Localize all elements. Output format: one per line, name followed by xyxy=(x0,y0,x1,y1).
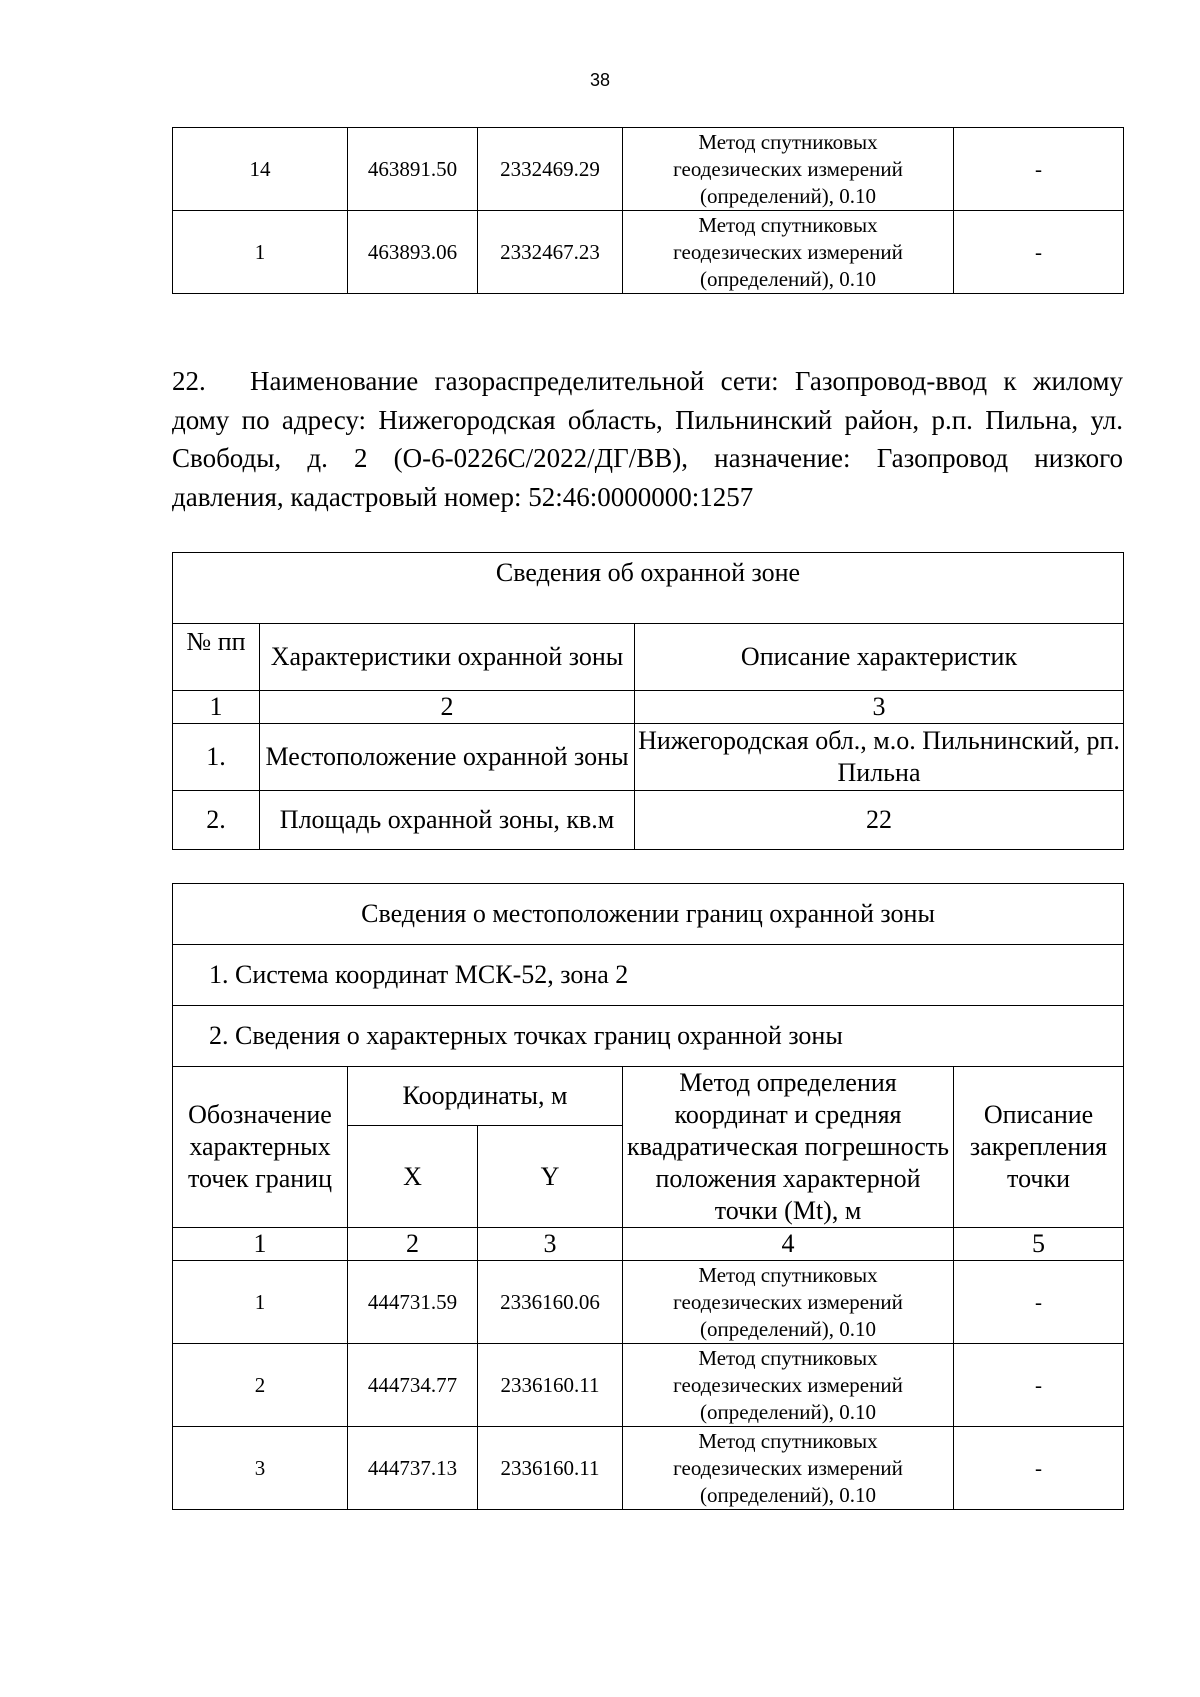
method-line: Метод спутниковых xyxy=(698,212,878,237)
row-name: Площадь охранной зоны, кв.м xyxy=(260,791,635,850)
method-line: (определений), 0.10 xyxy=(699,1482,877,1507)
table-title: Сведения об охранной зоне xyxy=(173,553,1124,624)
table-row xyxy=(173,211,1124,294)
method-cell xyxy=(623,1261,954,1344)
method-cell xyxy=(623,1344,954,1427)
points-title-row xyxy=(173,1006,1124,1067)
method-line: Метод спутниковых xyxy=(698,1428,878,1453)
point-description: - xyxy=(954,128,1124,211)
method-line: (определений), 0.10 xyxy=(699,183,877,208)
header-method: Метод определения координат и средняя квадратическая погрешность положения характерной точки (Mt), м xyxy=(623,1067,954,1228)
index-cell: 4 xyxy=(623,1228,954,1261)
coord-x: 444734.77 xyxy=(348,1344,478,1427)
coord-y: 2336160.11 xyxy=(478,1427,623,1510)
coordinate-system: 1. Система координат МСК-52, зона 2 xyxy=(173,945,1124,1006)
header-coords: Координаты, м xyxy=(348,1067,623,1126)
method-line: Метод спутниковых xyxy=(698,1262,878,1287)
point-description: - xyxy=(954,1427,1124,1510)
method-line: Метод спутниковых xyxy=(698,1345,878,1370)
method-line: Метод спутниковых xyxy=(698,129,878,154)
coordinate-system-row xyxy=(173,945,1124,1006)
point-id: 14 xyxy=(173,128,348,211)
point-description: - xyxy=(954,1344,1124,1427)
table-row xyxy=(173,128,1124,211)
table-row xyxy=(173,724,1124,791)
header-description: Описание характеристик xyxy=(635,624,1124,691)
coord-y: 2332469.29 xyxy=(478,128,623,211)
point-id: 3 xyxy=(173,1427,348,1510)
method-line: геодезических измерений xyxy=(673,1372,903,1397)
table-index-row xyxy=(173,1228,1124,1261)
point-description: - xyxy=(954,211,1124,294)
row-num: 1. xyxy=(173,724,260,791)
points-table-continuation xyxy=(172,127,1124,294)
header-x: X xyxy=(348,1126,478,1228)
index-cell: 2 xyxy=(260,691,635,724)
page-number: 38 xyxy=(589,70,611,90)
header-fixing: Описание закрепления точки xyxy=(954,1067,1124,1228)
method-line: (определений), 0.10 xyxy=(699,1399,877,1424)
row-num: 2. xyxy=(173,791,260,850)
method-cell xyxy=(623,128,954,211)
index-cell: 1 xyxy=(173,691,260,724)
method-line: геодезических измерений xyxy=(673,239,903,264)
table-row xyxy=(173,791,1124,850)
index-cell: 3 xyxy=(478,1228,623,1261)
row-value: Нижегородская обл., м.о. Пильнинский, рп. Пильна xyxy=(635,724,1124,791)
header-num: № пп xyxy=(173,624,260,691)
table-header-row xyxy=(173,624,1124,691)
index-cell: 3 xyxy=(635,691,1124,724)
method-cell xyxy=(623,1427,954,1510)
table-title-row xyxy=(173,884,1124,945)
table-row xyxy=(173,1427,1124,1510)
point-id: 1 xyxy=(173,211,348,294)
coord-x: 463891.50 xyxy=(348,128,478,211)
table-title: Сведения о местоположении границ охранной зоны xyxy=(173,884,1124,945)
paragraph-number: 22. xyxy=(172,366,206,396)
table-row xyxy=(173,1261,1124,1344)
index-cell: 1 xyxy=(173,1228,348,1261)
protection-zone-table xyxy=(172,552,1124,850)
row-name: Местоположение охранной зоны xyxy=(260,724,635,791)
index-cell: 2 xyxy=(348,1228,478,1261)
header-y: Y xyxy=(478,1126,623,1228)
method-line: геодезических измерений xyxy=(673,1289,903,1314)
coord-x: 444737.13 xyxy=(348,1427,478,1510)
coord-x: 444731.59 xyxy=(348,1261,478,1344)
header-characteristics: Характеристики охранной зоны xyxy=(260,624,635,691)
point-id: 1 xyxy=(173,1261,348,1344)
method-cell xyxy=(623,211,954,294)
paragraph-text: Наименование газораспределительной сети: Газопровод-ввод к жилому дому по адресу: Нижегородская область, Пильнинский район, р.п. Пильна, ул. Свободы, д. 2 (О-6-0226С/2022/ДГ/ВВ), назначение: Газопровод низкого давления, кадастровый номер: 52:46:0000000:1257 xyxy=(172,366,1123,512)
point-description: - xyxy=(954,1261,1124,1344)
table-index-row xyxy=(173,691,1124,724)
method-line: (определений), 0.10 xyxy=(699,1316,877,1341)
coord-x: 463893.06 xyxy=(348,211,478,294)
row-value: 22 xyxy=(635,791,1124,850)
index-cell: 5 xyxy=(954,1228,1124,1261)
points-title: 2. Сведения о характерных точках границ охранной зоны xyxy=(173,1006,1124,1067)
table-title-row xyxy=(173,553,1124,624)
point-id: 2 xyxy=(173,1344,348,1427)
table-row xyxy=(173,1344,1124,1427)
method-line: (определений), 0.10 xyxy=(699,266,877,291)
network-description-paragraph xyxy=(172,362,1123,516)
coord-y: 2336160.11 xyxy=(478,1344,623,1427)
method-line: геодезических измерений xyxy=(673,1455,903,1480)
method-line: геодезических измерений xyxy=(673,156,903,181)
table-header-row xyxy=(173,1067,1124,1126)
zone-boundaries-table xyxy=(172,883,1124,1510)
coord-y: 2332467.23 xyxy=(478,211,623,294)
header-designation: Обозначение характерных точек границ xyxy=(173,1067,348,1228)
coord-y: 2336160.06 xyxy=(478,1261,623,1344)
